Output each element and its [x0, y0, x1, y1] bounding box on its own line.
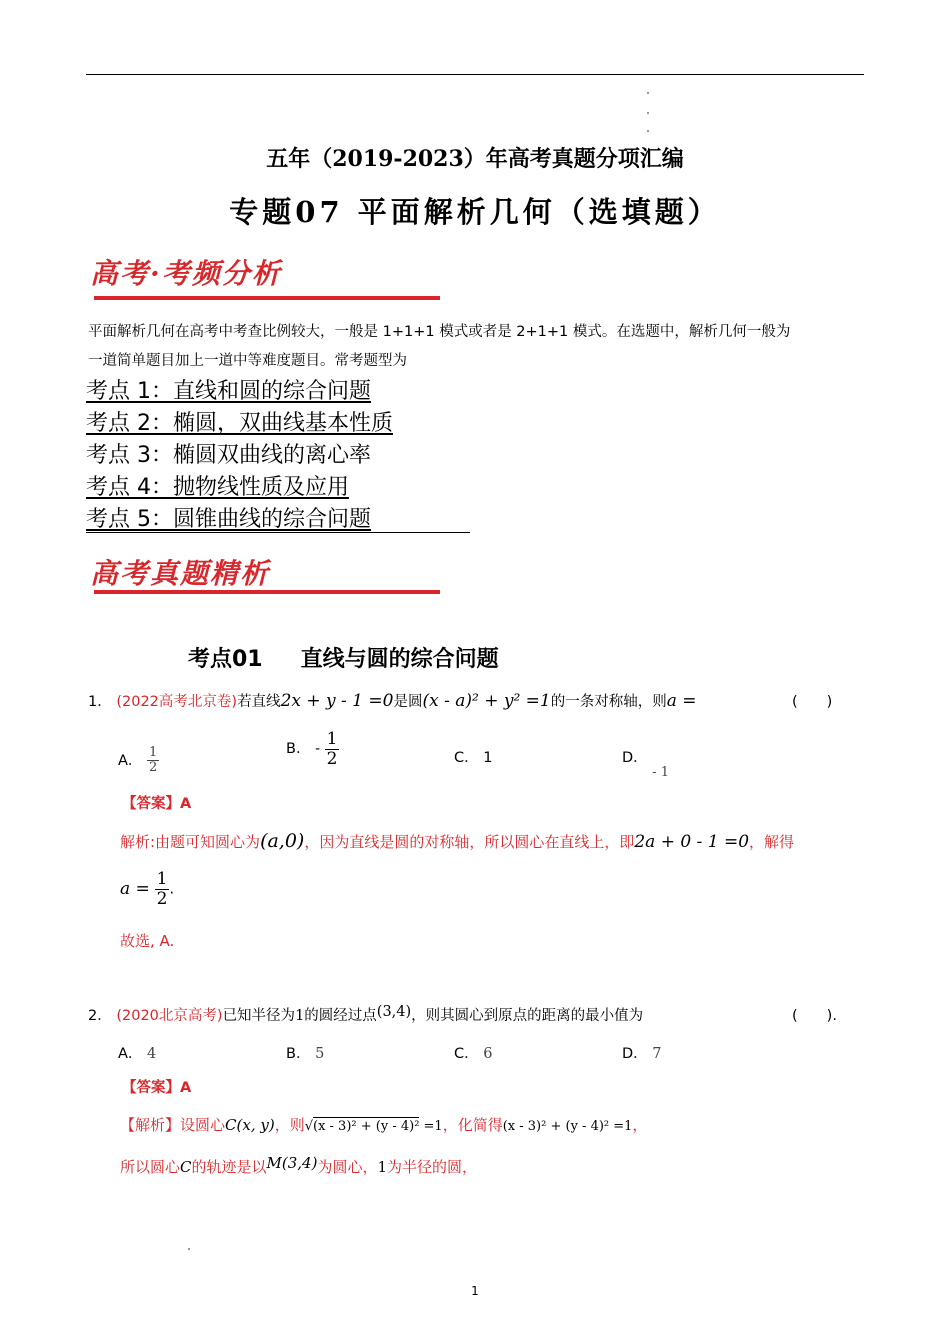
option-value: 4: [147, 1046, 157, 1062]
stem-text: 是圆: [393, 694, 423, 710]
explanation-text: 的轨迹是以: [191, 1158, 267, 1176]
stem-text: 的一条对称轴，则: [550, 694, 667, 710]
option-label: B．: [286, 1046, 311, 1062]
center-equation: 2a + 0 - 1 =0: [634, 832, 750, 852]
decor-dot: [188, 1248, 190, 1250]
question-number: 2．: [88, 1008, 112, 1024]
section-label: 考点01: [188, 647, 263, 672]
question-2-stem: [88, 1004, 643, 1025]
line-equation: 2x + y - 1 =0: [280, 691, 394, 711]
explanation-text: 设圆心: [180, 1116, 226, 1134]
result-lhs: a =: [120, 879, 150, 900]
banner-exam-analysis: 高考真题精析: [90, 557, 271, 590]
variable-a: a =: [666, 691, 697, 711]
stem-text: 已知半径为: [222, 1008, 296, 1024]
fraction: [325, 730, 340, 768]
question-source: (2020北京高考): [116, 1008, 223, 1024]
doc-title: 五年（2019-2023）年高考真题分项汇编: [266, 146, 684, 172]
explanation-text: ，则: [274, 1116, 305, 1134]
intro-line: 一道简单题目加上一道中等难度题目。常考题型为: [88, 353, 407, 369]
option-label: A．: [118, 752, 143, 769]
point-coord: (3,4): [376, 1004, 412, 1020]
doc-subtitle: 专题07 平面解析几何（选填题）: [229, 195, 721, 229]
minus-sign: -: [315, 741, 320, 758]
explanation-conclusion: 故选, A.: [120, 932, 175, 950]
option-value: 1: [483, 750, 493, 766]
page-number: 1: [471, 1284, 479, 1298]
kaodian-item-5: 考点 5：圆锥曲线的综合问题: [86, 507, 371, 532]
sqrt-expression: √(x - 3)² + (y - 4)²: [304, 1119, 420, 1134]
intro-paragraph: [88, 318, 868, 376]
option-c: [454, 1042, 492, 1063]
explanation-line: [120, 1156, 477, 1177]
fraction: [155, 870, 170, 908]
center-coord: (a,0): [260, 830, 305, 852]
option-a: [118, 1042, 156, 1063]
top-rule: [86, 74, 864, 75]
equals-one: =1: [419, 1119, 443, 1134]
kaodian-item-2: 考点 2：椭圆，双曲线基本性质: [86, 411, 393, 436]
explanation-text: 为圆心，: [317, 1158, 378, 1176]
option-label: C．: [454, 750, 479, 766]
explanation-text: ，: [632, 1116, 648, 1134]
explanation-text: 解析:由题可知圆心为: [120, 833, 261, 851]
option-a: [118, 746, 159, 776]
answer-label: 【答案】A: [122, 1080, 192, 1096]
explanation-line: [120, 1114, 647, 1135]
question-1-stem: [88, 690, 697, 711]
option-label: B．: [286, 741, 311, 758]
decor-dot: [647, 92, 649, 94]
section-title: 直线与圆的综合问题: [300, 647, 499, 672]
decor-dot: [647, 112, 649, 114]
kaodian-item-4: 考点 4：抛物线性质及应用: [86, 475, 349, 500]
option-c: [454, 746, 492, 767]
circle-equation: (x - a)² + y² =1: [422, 691, 551, 711]
banner-underline: [94, 296, 440, 300]
radicand: (x - 3)² + (y - 4)²: [313, 1119, 420, 1134]
kaodian-item-3: 考点 3：椭圆双曲线的离心率: [86, 443, 371, 468]
center-var: C: [180, 1158, 192, 1176]
option-label: D．: [622, 750, 648, 766]
explanation-result: [120, 870, 174, 908]
question-number: 1．: [88, 694, 112, 710]
decor-dot: [647, 130, 649, 132]
list-rule: [86, 532, 470, 533]
denominator: 2: [156, 888, 168, 909]
explanation-text: ，化简得: [442, 1116, 503, 1134]
center-var: C(x, y): [225, 1116, 275, 1134]
radius-value: 1: [377, 1158, 387, 1176]
period: .: [169, 879, 175, 898]
option-label: A．: [118, 1046, 143, 1062]
answer-label: 【答案】A: [122, 796, 192, 812]
numerator: 1: [156, 869, 168, 889]
radius-value: 1: [295, 1008, 305, 1024]
explanation-text: 为半径的圆，: [387, 1158, 478, 1176]
option-label: D．: [622, 1046, 648, 1062]
banner-underline: [94, 590, 440, 594]
section-heading: [188, 642, 499, 673]
intro-line: 平面解析几何在高考中考查比例较大，一般是 1+1+1 模式或者是 2+1+1 模式。在选题中，解析几何一般为: [88, 324, 791, 340]
stem-text: 若直线: [237, 694, 281, 710]
option-b: [286, 730, 339, 768]
option-label: C．: [454, 1046, 479, 1062]
explanation-text: ，解得: [749, 833, 795, 851]
stem-text: 的圆经过点: [304, 1008, 377, 1024]
circle-equation: (x - 3)² + (y - 4)² =1: [502, 1119, 633, 1134]
kaodian-item-1: 考点 1：直线和圆的综合问题: [86, 379, 371, 404]
question-source: (2022高考北京卷): [116, 694, 238, 710]
point-m: M(3,4): [266, 1154, 318, 1172]
option-value: 5: [315, 1046, 325, 1062]
numerator: 1: [149, 745, 158, 760]
explanation-text: ，因为直线是圆的对称轴，所以圆心在直线上，即: [304, 833, 635, 851]
explanation-line: [120, 830, 794, 852]
option-b: [286, 1042, 324, 1063]
option-value: 7: [652, 1046, 662, 1062]
option-d: [622, 746, 670, 780]
explanation-tag: 【解析】: [120, 1116, 181, 1134]
option-value: - 1: [652, 765, 670, 780]
answer-blank: ( ).: [792, 1008, 837, 1024]
option-value: 6: [483, 1046, 493, 1062]
answer-blank: ( ): [792, 694, 833, 710]
banner-frequency-analysis: 高考·考频分析: [90, 257, 282, 290]
denominator: 2: [149, 760, 158, 776]
explanation-text: 所以圆心: [120, 1158, 181, 1176]
fraction: [147, 746, 159, 776]
denominator: 2: [326, 748, 338, 769]
option-d: [622, 1042, 662, 1063]
stem-text: ，则其圆心到原点的距离的最小值为: [411, 1008, 644, 1024]
numerator: 1: [326, 729, 338, 749]
